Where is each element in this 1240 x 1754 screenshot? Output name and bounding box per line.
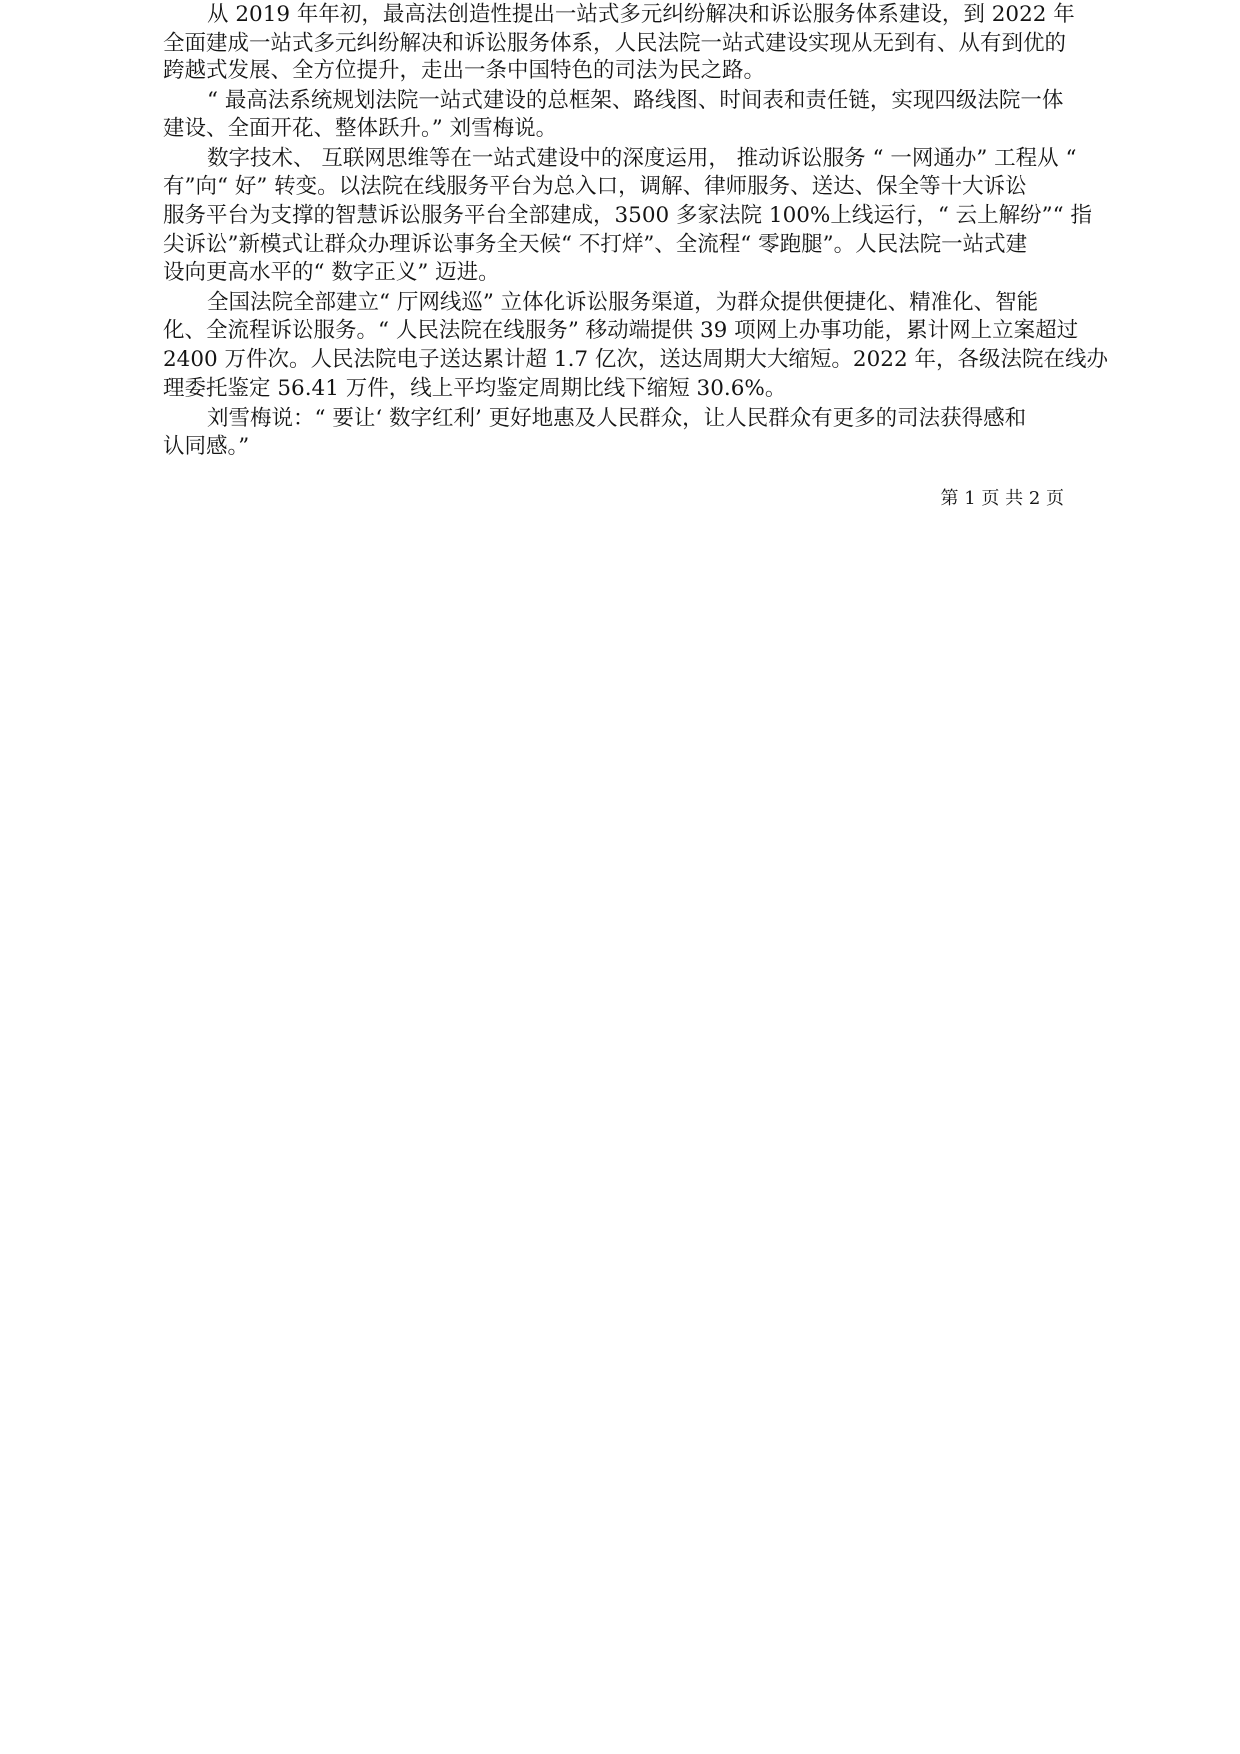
paragraph-3-line-1: 数字技术、 互联网思维等在一站式建设中的深度运用， 推动诉讼服务 “ 一网通办” 工程从 “ [207, 146, 1077, 171]
paragraph-3-line-5: 设向更高水平的“ 数字正义” 迈进。 [163, 260, 500, 285]
paragraph-1-line-2: 全面建成一站式多元纠纷解决和诉讼服务体系，人民法院一站式建设实现从无到有、从有到优的 [163, 31, 1067, 56]
paragraph-4-line-2: 化、全流程诉讼服务。“ 人民法院在线服务” 移动端提供 39 项网上办事功能，累计网上立案超过 [163, 318, 1079, 343]
paragraph-3-line-3: 服务平台为支撑的智慧诉讼服务平台全部建成，3500 多家法院 100%上线运行，“ 云上解纷”“ 指 [163, 203, 1092, 228]
page-indicator: 第 1 页 共 2 页 [940, 488, 1064, 509]
paragraph-1-line-1: 从 2019 年年初，最高法创造性提出一站式多元纠纷解决和诉讼服务体系建设，到 2022 年 [207, 2, 1075, 27]
paragraph-3-line-4: 尖诉讼”新模式让群众办理诉讼事务全天候“ 不打烊”、全流程“ 零跑腿”。人民法院一站式建 [163, 232, 1028, 257]
paragraph-4-line-4: 理委托鉴定 56.41 万件，线上平均鉴定周期比线下缩短 30.6%。 [163, 376, 787, 401]
paragraph-4-line-1: 全国法院全部建立“ 厅网线巡” 立体化诉讼服务渠道，为群众提供便捷化、精准化、智能 [207, 290, 1039, 315]
paragraph-3-line-2: 有”向“ 好” 转变。以法院在线服务平台为总入口，调解、律师服务、送达、保全等十大诉讼 [163, 174, 1027, 199]
paragraph-2-line-1: “ 最高法系统规划法院一站式建设的总框架、路线图、时间表和责任链，实现四级法院一体 [207, 88, 1064, 113]
paragraph-5-line-2: 认同感。” [163, 434, 250, 459]
paragraph-1-line-3: 跨越式发展、全方位提升，走出一条中国特色的司法为民之路。 [163, 58, 766, 83]
paragraph-5-line-1: 刘雪梅说：“ 要让‘ 数字红利’ 更好地惠及人民群众，让人民群众有更多的司法获得感和 [207, 406, 1027, 431]
paragraph-2-line-2: 建设、全面开花、整体跃升。” 刘雪梅说。 [163, 116, 558, 141]
paragraph-4-line-3: 2400 万件次。人民法院电子送达累计超 1.7 亿次，送达周期大大缩短。2022 年，各级法院在线办 [163, 347, 1108, 372]
